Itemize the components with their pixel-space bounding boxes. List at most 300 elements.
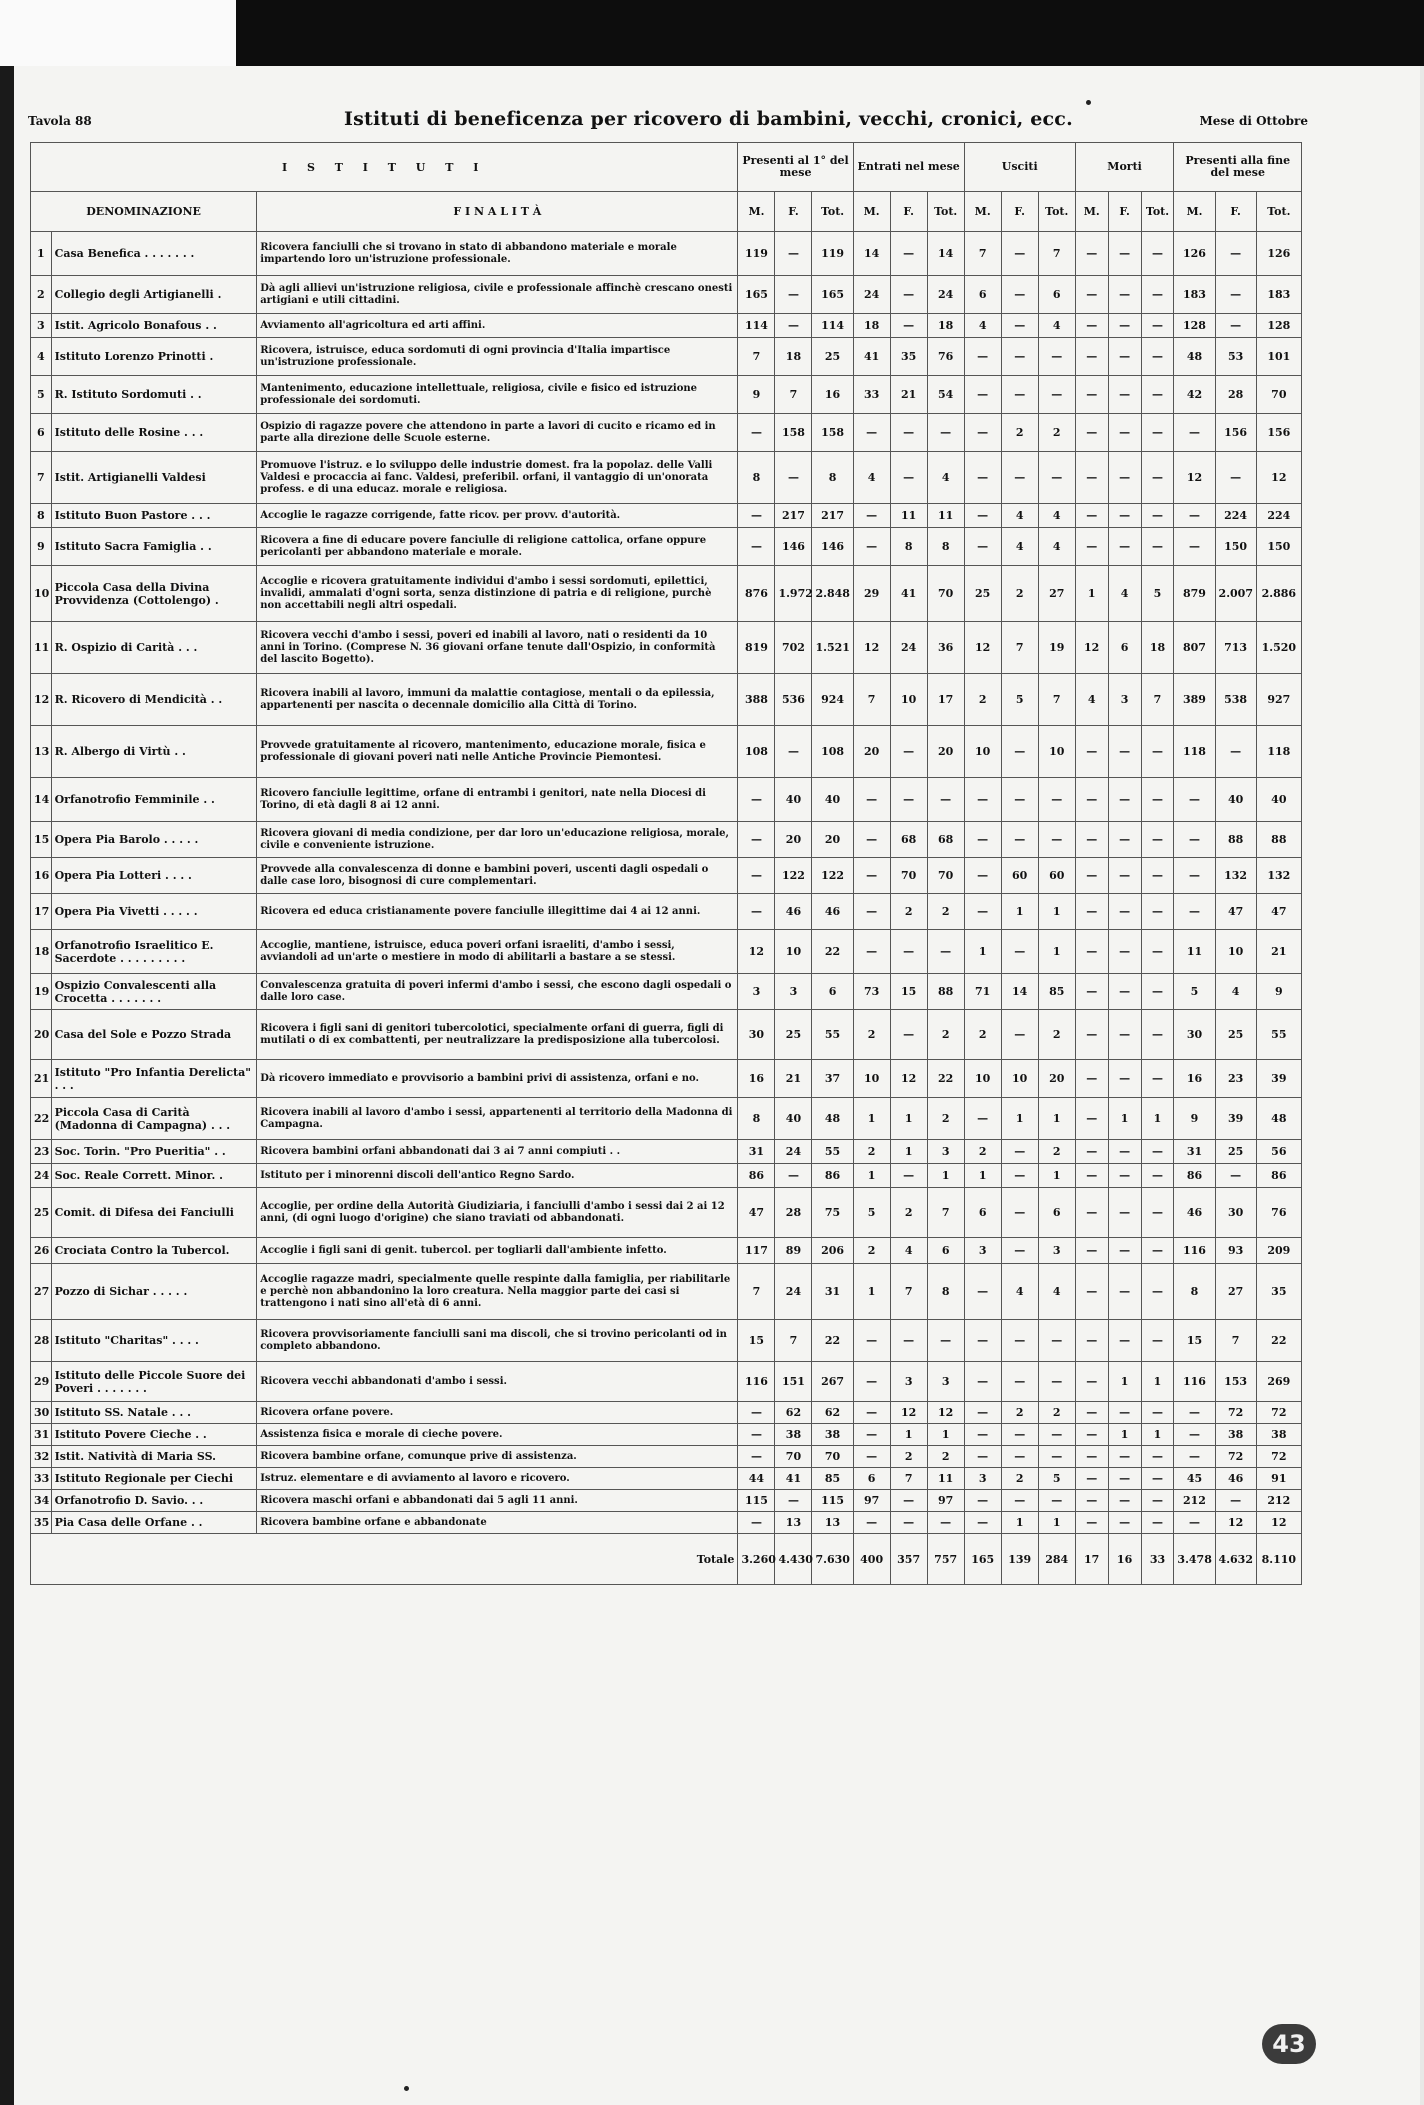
count-cell: — bbox=[890, 930, 927, 974]
count-cell: 46 bbox=[775, 894, 812, 930]
count-cell: 62 bbox=[775, 1402, 812, 1424]
institute-name: Istit. Natività di Maria SS. bbox=[51, 1446, 257, 1468]
count-cell: 20 bbox=[812, 822, 853, 858]
count-cell: — bbox=[1108, 1512, 1141, 1534]
table-row bbox=[31, 1098, 1302, 1140]
count-cell: 12 bbox=[738, 930, 775, 974]
count-cell: — bbox=[1174, 858, 1215, 894]
count-cell: 1.520 bbox=[1256, 622, 1301, 674]
count-cell: — bbox=[1108, 778, 1141, 822]
count-cell: 4 bbox=[964, 314, 1001, 338]
count-cell: 2 bbox=[853, 1238, 890, 1264]
count-cell: 1 bbox=[1038, 930, 1075, 974]
institute-purpose: Istituto per i minorenni discoli dell'antico Regno Sardo. bbox=[257, 1164, 738, 1188]
count-cell: 2 bbox=[927, 1446, 964, 1468]
institute-purpose: Ricovera provvisoriamente fanciulli sani ma discoli, che si trovino pericolanti od in completo abbandono. bbox=[257, 1320, 738, 1362]
count-cell: — bbox=[927, 778, 964, 822]
count-cell: — bbox=[927, 930, 964, 974]
count-cell: — bbox=[1075, 1264, 1108, 1320]
count-cell: — bbox=[775, 726, 812, 778]
count-cell: 132 bbox=[1215, 858, 1256, 894]
count-cell: 70 bbox=[1256, 376, 1301, 414]
count-cell: — bbox=[927, 414, 964, 452]
count-cell: 70 bbox=[927, 858, 964, 894]
count-cell: 1 bbox=[853, 1098, 890, 1140]
count-cell: — bbox=[890, 414, 927, 452]
count-cell: 18 bbox=[1141, 622, 1174, 674]
count-cell: 119 bbox=[738, 232, 775, 276]
count-cell: 86 bbox=[1256, 1164, 1301, 1188]
count-cell: — bbox=[1075, 1238, 1108, 1264]
count-cell: — bbox=[1001, 778, 1038, 822]
count-cell: 156 bbox=[1215, 414, 1256, 452]
count-cell: 2 bbox=[1038, 1140, 1075, 1164]
count-cell: 10 bbox=[1038, 726, 1075, 778]
table-row bbox=[31, 822, 1302, 858]
count-cell: — bbox=[738, 894, 775, 930]
institute-name: Istituto delle Rosine . . . bbox=[51, 414, 257, 452]
count-cell: — bbox=[738, 1402, 775, 1424]
count-cell: — bbox=[738, 414, 775, 452]
count-cell: — bbox=[890, 314, 927, 338]
count-cell: 15 bbox=[738, 1320, 775, 1362]
sub-header-f: F. bbox=[1215, 192, 1256, 232]
institute-name: Istituto Povere Cieche . . bbox=[51, 1424, 257, 1446]
sub-header-m: M. bbox=[1174, 192, 1215, 232]
count-cell: 89 bbox=[775, 1238, 812, 1264]
count-cell: 93 bbox=[1215, 1238, 1256, 1264]
count-cell: 116 bbox=[1174, 1362, 1215, 1402]
count-cell: — bbox=[890, 1320, 927, 1362]
count-cell: 55 bbox=[1256, 1010, 1301, 1060]
count-cell: 6 bbox=[927, 1238, 964, 1264]
count-cell: 73 bbox=[853, 974, 890, 1010]
count-cell: — bbox=[1215, 1164, 1256, 1188]
institute-purpose: Provvede gratuitamente al ricovero, mantenimento, educazione morale, fisica e professionale di giovani poveri nati nelle Antiche Provincie Piemontesi. bbox=[257, 726, 738, 778]
count-cell: 40 bbox=[1215, 778, 1256, 822]
table-row bbox=[31, 974, 1302, 1010]
count-cell: 1 bbox=[927, 1424, 964, 1446]
count-cell: 1 bbox=[1141, 1424, 1174, 1446]
count-cell: — bbox=[1075, 1402, 1108, 1424]
count-cell: 1 bbox=[1001, 1098, 1038, 1140]
institute-name: Pozzo di Sichar . . . . . bbox=[51, 1264, 257, 1320]
count-cell: — bbox=[1075, 452, 1108, 504]
institute-name: Orfanotrofio Femminile . . bbox=[51, 778, 257, 822]
count-cell: — bbox=[1001, 452, 1038, 504]
sub-header-tot: Tot. bbox=[1038, 192, 1075, 232]
count-cell: — bbox=[1001, 1320, 1038, 1362]
count-cell: 70 bbox=[890, 858, 927, 894]
count-cell: — bbox=[1141, 414, 1174, 452]
count-cell: 114 bbox=[812, 314, 853, 338]
total-cell: 16 bbox=[1108, 1534, 1141, 1585]
count-cell: 1 bbox=[1075, 566, 1108, 622]
count-cell: — bbox=[1108, 1446, 1141, 1468]
count-cell: 2 bbox=[964, 674, 1001, 726]
count-cell: — bbox=[1174, 1402, 1215, 1424]
count-cell: — bbox=[964, 858, 1001, 894]
count-cell: — bbox=[1038, 1490, 1075, 1512]
institute-name: Comit. di Difesa dei Fanciulli bbox=[51, 1188, 257, 1238]
count-cell: 45 bbox=[1174, 1468, 1215, 1490]
count-cell: — bbox=[1108, 726, 1141, 778]
count-cell: 1 bbox=[1108, 1362, 1141, 1402]
count-cell: 48 bbox=[1256, 1098, 1301, 1140]
total-cell: 400 bbox=[853, 1534, 890, 1585]
count-cell: — bbox=[964, 414, 1001, 452]
count-cell: 7 bbox=[890, 1468, 927, 1490]
institute-purpose: Accoglie le ragazze corrigende, fatte ricov. per provv. d'autorità. bbox=[257, 504, 738, 528]
count-cell: 85 bbox=[1038, 974, 1075, 1010]
count-cell: 44 bbox=[738, 1468, 775, 1490]
count-cell: 7 bbox=[964, 232, 1001, 276]
institute-name: Ospizio Convalescenti alla Crocetta . . . . . . . bbox=[51, 974, 257, 1010]
count-cell: 72 bbox=[1215, 1446, 1256, 1468]
count-cell: 13 bbox=[775, 1512, 812, 1534]
count-cell: — bbox=[853, 504, 890, 528]
institute-purpose: Ricovera vecchi abbandonati d'ambo i sessi. bbox=[257, 1362, 738, 1402]
count-cell: 41 bbox=[775, 1468, 812, 1490]
count-cell: — bbox=[1038, 1424, 1075, 1446]
count-cell: 538 bbox=[1215, 674, 1256, 726]
institute-purpose: Ricovero fanciulle legittime, orfane di entrambi i genitori, nate nella Diocesi di Torino, di età dagli 8 ai 12 anni. bbox=[257, 778, 738, 822]
count-cell: 9 bbox=[1256, 974, 1301, 1010]
count-cell: 5 bbox=[1141, 566, 1174, 622]
count-cell: — bbox=[775, 314, 812, 338]
count-cell: — bbox=[853, 1446, 890, 1468]
count-cell: 5 bbox=[1038, 1468, 1075, 1490]
count-cell: 3 bbox=[927, 1140, 964, 1164]
row-number: 32 bbox=[31, 1446, 52, 1468]
count-cell: 150 bbox=[1256, 528, 1301, 566]
sub-header-f: F. bbox=[1108, 192, 1141, 232]
count-cell: — bbox=[1075, 1010, 1108, 1060]
count-cell: 128 bbox=[1174, 314, 1215, 338]
count-cell: 41 bbox=[853, 338, 890, 376]
count-cell: — bbox=[1108, 1490, 1141, 1512]
count-cell: — bbox=[1001, 1490, 1038, 1512]
count-cell: 31 bbox=[812, 1264, 853, 1320]
row-number: 21 bbox=[31, 1060, 52, 1098]
institute-purpose: Ricovera bambine orfane, comunque prive di assistenza. bbox=[257, 1446, 738, 1468]
count-cell: — bbox=[738, 1424, 775, 1446]
count-cell: — bbox=[1001, 822, 1038, 858]
count-cell: 8 bbox=[890, 528, 927, 566]
count-cell: 1 bbox=[1108, 1424, 1141, 1446]
row-number: 8 bbox=[31, 504, 52, 528]
count-cell: 20 bbox=[1038, 1060, 1075, 1098]
count-cell: 88 bbox=[1215, 822, 1256, 858]
institute-purpose: Accoglie e ricovera gratuitamente individui d'ambo i sessi sordomuti, epilettici, invalidi, ammalati d'ogni sorta, senza distinzione di patria e di religione, purchè non accettabili negli altri ospedali. bbox=[257, 566, 738, 622]
count-cell: 24 bbox=[775, 1140, 812, 1164]
count-cell: — bbox=[1141, 1238, 1174, 1264]
row-number: 35 bbox=[31, 1512, 52, 1534]
count-cell: — bbox=[1141, 338, 1174, 376]
count-cell: 8 bbox=[927, 528, 964, 566]
page-header bbox=[28, 108, 1308, 134]
count-cell: 108 bbox=[738, 726, 775, 778]
count-cell: — bbox=[1075, 338, 1108, 376]
count-cell: 2.848 bbox=[812, 566, 853, 622]
count-cell: 11 bbox=[927, 1468, 964, 1490]
count-cell: 118 bbox=[1174, 726, 1215, 778]
count-cell: 2 bbox=[1038, 1402, 1075, 1424]
count-cell: 4 bbox=[1001, 504, 1038, 528]
count-cell: — bbox=[890, 1010, 927, 1060]
count-cell: — bbox=[1075, 726, 1108, 778]
count-cell: — bbox=[964, 1320, 1001, 1362]
count-cell: 3 bbox=[775, 974, 812, 1010]
count-cell: 76 bbox=[927, 338, 964, 376]
total-cell: 3.478 bbox=[1174, 1534, 1215, 1585]
scan-left-edge bbox=[0, 66, 14, 2105]
count-cell: 71 bbox=[964, 974, 1001, 1010]
count-cell: — bbox=[890, 726, 927, 778]
institute-purpose: Ricovera inabili al lavoro, immuni da malattie contagiose, mentali o da epilessia, appartenenti per nascita o decennale domicilio alla Città di Torino. bbox=[257, 674, 738, 726]
count-cell: — bbox=[1075, 930, 1108, 974]
count-cell: 6 bbox=[964, 1188, 1001, 1238]
table-row bbox=[31, 674, 1302, 726]
count-cell: 2 bbox=[964, 1140, 1001, 1164]
count-cell: 12 bbox=[1174, 452, 1215, 504]
count-cell: 1 bbox=[964, 930, 1001, 974]
count-cell: — bbox=[1108, 1140, 1141, 1164]
count-cell: — bbox=[738, 1446, 775, 1468]
count-cell: 38 bbox=[775, 1424, 812, 1446]
count-cell: 22 bbox=[812, 1320, 853, 1362]
count-cell: 60 bbox=[1001, 858, 1038, 894]
count-cell: — bbox=[1038, 376, 1075, 414]
count-cell: — bbox=[1141, 974, 1174, 1010]
count-cell: — bbox=[1075, 858, 1108, 894]
count-cell: 1.972 bbox=[775, 566, 812, 622]
count-cell: 217 bbox=[812, 504, 853, 528]
scan-top-notch bbox=[0, 0, 236, 66]
institutes-table bbox=[30, 142, 1302, 1585]
count-cell: 876 bbox=[738, 566, 775, 622]
institute-purpose: Ricovera bambini orfani abbandonati dai 3 ai 7 anni compiuti . . bbox=[257, 1140, 738, 1164]
count-cell: 224 bbox=[1215, 504, 1256, 528]
count-cell: 1 bbox=[1038, 1512, 1075, 1534]
count-cell: — bbox=[853, 858, 890, 894]
count-cell: 1 bbox=[890, 1424, 927, 1446]
count-cell: 2 bbox=[1001, 414, 1038, 452]
row-number: 29 bbox=[31, 1362, 52, 1402]
institute-name: Istituto "Pro Infantia Derelicta" . . . bbox=[51, 1060, 257, 1098]
count-cell: 22 bbox=[812, 930, 853, 974]
count-cell: — bbox=[1075, 1188, 1108, 1238]
count-cell: — bbox=[1038, 1362, 1075, 1402]
count-cell: 151 bbox=[775, 1362, 812, 1402]
count-cell: — bbox=[1001, 232, 1038, 276]
count-cell: 1 bbox=[890, 1098, 927, 1140]
institute-name: Istituto Sacra Famiglia . . bbox=[51, 528, 257, 566]
count-cell: — bbox=[775, 1164, 812, 1188]
institute-name: Orfanotrofio D. Savio. . . bbox=[51, 1490, 257, 1512]
count-cell: 114 bbox=[738, 314, 775, 338]
count-cell: — bbox=[1108, 822, 1141, 858]
count-cell: 16 bbox=[1174, 1060, 1215, 1098]
table-row bbox=[31, 1164, 1302, 1188]
total-cell: 3.260 bbox=[738, 1534, 775, 1585]
count-cell: — bbox=[1108, 376, 1141, 414]
count-cell: 8 bbox=[812, 452, 853, 504]
totals-row bbox=[31, 1534, 1302, 1585]
count-cell: 165 bbox=[812, 276, 853, 314]
count-cell: — bbox=[1108, 276, 1141, 314]
count-cell: — bbox=[853, 414, 890, 452]
count-cell: — bbox=[853, 1512, 890, 1534]
table-row bbox=[31, 414, 1302, 452]
row-number: 16 bbox=[31, 858, 52, 894]
institute-name: Crociata Contro la Tubercol. bbox=[51, 1238, 257, 1264]
count-cell: 70 bbox=[927, 566, 964, 622]
count-cell: 14 bbox=[927, 232, 964, 276]
institute-name: Orfanotrofio Israelitico E. Sacerdote . . . . . . . . . bbox=[51, 930, 257, 974]
count-cell: 7 bbox=[927, 1188, 964, 1238]
count-cell: 15 bbox=[1174, 1320, 1215, 1362]
count-cell: 22 bbox=[1256, 1320, 1301, 1362]
count-cell: — bbox=[853, 1320, 890, 1362]
count-cell: 37 bbox=[812, 1060, 853, 1098]
count-cell: 20 bbox=[775, 822, 812, 858]
institute-purpose: Assistenza fisica e morale di cieche povere. bbox=[257, 1424, 738, 1446]
count-cell: 21 bbox=[775, 1060, 812, 1098]
row-number: 20 bbox=[31, 1010, 52, 1060]
count-cell: 224 bbox=[1256, 504, 1301, 528]
count-cell: 86 bbox=[738, 1164, 775, 1188]
count-cell: — bbox=[1215, 314, 1256, 338]
sub-header-tot: Tot. bbox=[812, 192, 853, 232]
count-cell: 217 bbox=[775, 504, 812, 528]
count-cell: 38 bbox=[812, 1424, 853, 1446]
count-cell: 86 bbox=[1174, 1164, 1215, 1188]
count-cell: — bbox=[1141, 1164, 1174, 1188]
count-cell: 11 bbox=[927, 504, 964, 528]
count-cell: 1 bbox=[927, 1164, 964, 1188]
count-cell: 156 bbox=[1256, 414, 1301, 452]
count-cell: 46 bbox=[812, 894, 853, 930]
count-cell: 42 bbox=[1174, 376, 1215, 414]
table-row bbox=[31, 232, 1302, 276]
count-cell: 1 bbox=[1001, 894, 1038, 930]
count-cell: 20 bbox=[927, 726, 964, 778]
row-number: 33 bbox=[31, 1468, 52, 1490]
count-cell: 1 bbox=[1141, 1362, 1174, 1402]
group-header-usciti: Usciti bbox=[964, 143, 1075, 192]
count-cell: 115 bbox=[738, 1490, 775, 1512]
count-cell: 33 bbox=[853, 376, 890, 414]
institute-purpose: Dà ricovero immediato e provvisorio a bambini privi di assistenza, orfani e no. bbox=[257, 1060, 738, 1098]
count-cell: 38 bbox=[1256, 1424, 1301, 1446]
count-cell: 12 bbox=[890, 1402, 927, 1424]
count-cell: — bbox=[853, 1402, 890, 1424]
count-cell: 47 bbox=[1256, 894, 1301, 930]
total-cell: 33 bbox=[1141, 1534, 1174, 1585]
count-cell: — bbox=[964, 376, 1001, 414]
count-cell: 41 bbox=[890, 566, 927, 622]
count-cell: 7 bbox=[1141, 674, 1174, 726]
count-cell: 2 bbox=[1001, 1468, 1038, 1490]
total-cell: 357 bbox=[890, 1534, 927, 1585]
total-cell: 7.630 bbox=[812, 1534, 853, 1585]
count-cell: 75 bbox=[812, 1188, 853, 1238]
count-cell: — bbox=[927, 1320, 964, 1362]
table-row bbox=[31, 338, 1302, 376]
count-cell: 11 bbox=[890, 504, 927, 528]
count-cell: — bbox=[890, 1164, 927, 1188]
count-cell: — bbox=[1075, 1140, 1108, 1164]
count-cell: 116 bbox=[738, 1362, 775, 1402]
count-cell: 11 bbox=[1174, 930, 1215, 974]
count-cell: 72 bbox=[1215, 1402, 1256, 1424]
table-row bbox=[31, 1060, 1302, 1098]
sub-header-f: F. bbox=[890, 192, 927, 232]
count-cell: — bbox=[1108, 414, 1141, 452]
count-cell: 4 bbox=[1038, 528, 1075, 566]
count-cell: 10 bbox=[775, 930, 812, 974]
count-cell: — bbox=[1141, 1490, 1174, 1512]
count-cell: 10 bbox=[1215, 930, 1256, 974]
count-cell: — bbox=[1075, 1060, 1108, 1098]
row-number: 26 bbox=[31, 1238, 52, 1264]
institute-name: Pia Casa delle Orfane . . bbox=[51, 1512, 257, 1534]
count-cell: — bbox=[964, 1402, 1001, 1424]
institute-purpose: Provvede alla convalescenza di donne e bambini poveri, uscenti dagli ospedali o dalle case loro, bisognosi di cure complementari. bbox=[257, 858, 738, 894]
row-number: 22 bbox=[31, 1098, 52, 1140]
institute-purpose: Ricovera maschi orfani e abbandonati dai 5 agli 11 anni. bbox=[257, 1490, 738, 1512]
count-cell: — bbox=[964, 822, 1001, 858]
count-cell: 7 bbox=[738, 1264, 775, 1320]
count-cell: — bbox=[1001, 1188, 1038, 1238]
count-cell: 7 bbox=[738, 338, 775, 376]
count-cell: 4 bbox=[1108, 566, 1141, 622]
table-row bbox=[31, 276, 1302, 314]
count-cell: — bbox=[1141, 1446, 1174, 1468]
count-cell: 3 bbox=[890, 1362, 927, 1402]
count-cell: 68 bbox=[890, 822, 927, 858]
count-cell: 7 bbox=[1038, 674, 1075, 726]
count-cell: 2.007 bbox=[1215, 566, 1256, 622]
count-cell: 122 bbox=[775, 858, 812, 894]
count-cell: 7 bbox=[775, 376, 812, 414]
count-cell: — bbox=[1141, 452, 1174, 504]
institute-name: Istit. Artigianelli Valdesi bbox=[51, 452, 257, 504]
count-cell: 25 bbox=[1215, 1010, 1256, 1060]
count-cell: — bbox=[964, 1264, 1001, 1320]
count-cell: 206 bbox=[812, 1238, 853, 1264]
total-cell: 139 bbox=[1001, 1534, 1038, 1585]
count-cell: 6 bbox=[964, 276, 1001, 314]
count-cell: 4 bbox=[1001, 1264, 1038, 1320]
count-cell: — bbox=[1141, 778, 1174, 822]
count-cell: — bbox=[964, 1512, 1001, 1534]
row-number: 14 bbox=[31, 778, 52, 822]
institute-name: Istituto SS. Natale . . . bbox=[51, 1402, 257, 1424]
count-cell: — bbox=[1108, 894, 1141, 930]
table-row bbox=[31, 1264, 1302, 1320]
count-cell: — bbox=[1075, 1512, 1108, 1534]
count-cell: — bbox=[1001, 1424, 1038, 1446]
count-cell: — bbox=[853, 1424, 890, 1446]
count-cell: 16 bbox=[738, 1060, 775, 1098]
count-cell: 10 bbox=[964, 726, 1001, 778]
count-cell: 8 bbox=[1174, 1264, 1215, 1320]
count-cell: 24 bbox=[927, 276, 964, 314]
institute-name: R. Ospizio di Carità . . . bbox=[51, 622, 257, 674]
count-cell: 7 bbox=[1215, 1320, 1256, 1362]
